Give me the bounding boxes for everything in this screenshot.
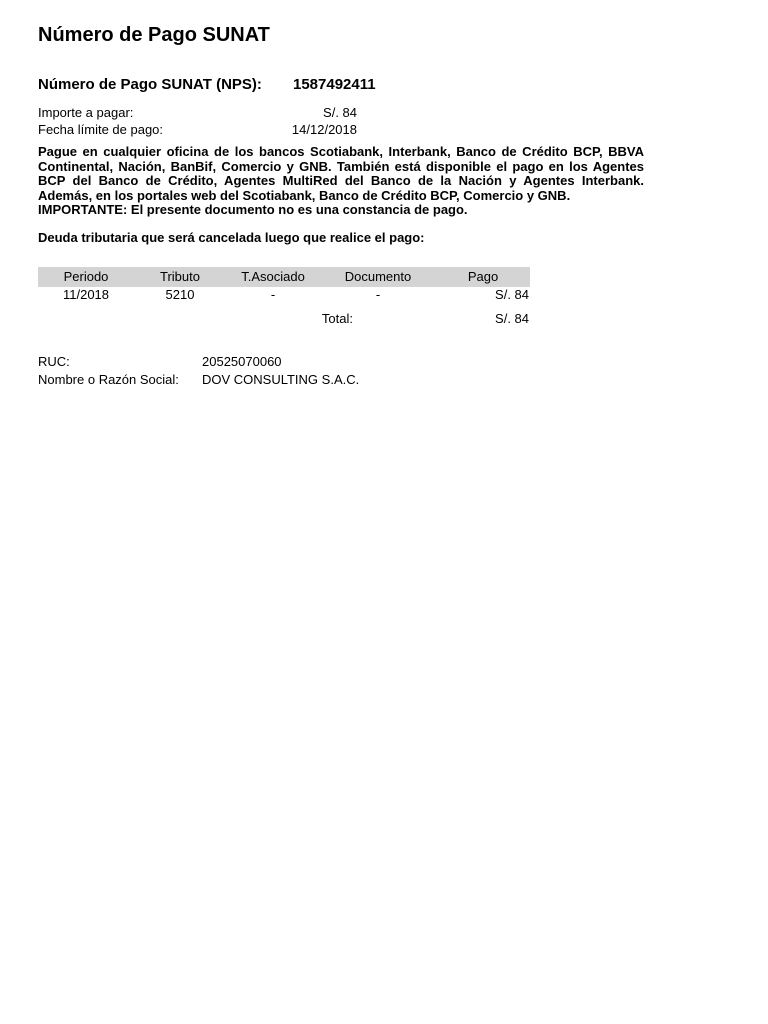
debt-heading: Deuda tributaria que será cancelada luego que realice el pago:: [38, 230, 425, 245]
payment-instructions: Pague en cualquier oficina de los bancos Scotiabank, Interbank, Banco de Crédito BCP, BBVA Continental, Nación, BanBif, Comercio y GNB. También está disponible el pago en los Agentes BCP del Banco de Crédito, Agentes MultiRed del Banco de la Nación y Agentes Interbank. Además, en los portales web del Scotiabank, Banco de Crédito BCP, Comercio y GNB.: [38, 144, 644, 203]
header-pago: Pago: [467, 269, 499, 284]
fecha-label: Fecha límite de pago:: [38, 122, 164, 137]
page-title: Número de Pago SUNAT: [38, 24, 270, 46]
row-documento: -: [375, 287, 381, 302]
razon-social-value: DOV CONSULTING S.A.C.: [202, 372, 360, 387]
payment-notice: [38, 145, 644, 218]
header-tasociado: T.Asociado: [241, 269, 305, 284]
row-tributo: 5210: [165, 287, 195, 302]
ruc-value: 20525070060: [202, 354, 282, 369]
total-label: Total:: [321, 311, 353, 326]
nps-value: 1587492411: [293, 76, 376, 93]
ruc-label: RUC:: [38, 354, 70, 369]
nps-label: Número de Pago SUNAT (NPS):: [38, 76, 262, 93]
row-pago: S/. 84: [495, 287, 529, 302]
razon-social-label: Nombre o Razón Social:: [38, 372, 179, 387]
importe-value: S/. 84: [323, 105, 357, 120]
importe-label: Importe a pagar:: [38, 105, 134, 120]
important-notice: IMPORTANTE: El presente documento no es una constancia de pago.: [38, 202, 468, 217]
row-periodo: 11/2018: [62, 287, 110, 302]
header-documento: Documento: [344, 269, 412, 284]
header-periodo: Periodo: [63, 269, 109, 284]
total-value: S/. 84: [495, 311, 529, 326]
row-tasociado: -: [270, 287, 276, 302]
header-tributo: Tributo: [160, 269, 200, 284]
fecha-value: 14/12/2018: [291, 122, 357, 137]
